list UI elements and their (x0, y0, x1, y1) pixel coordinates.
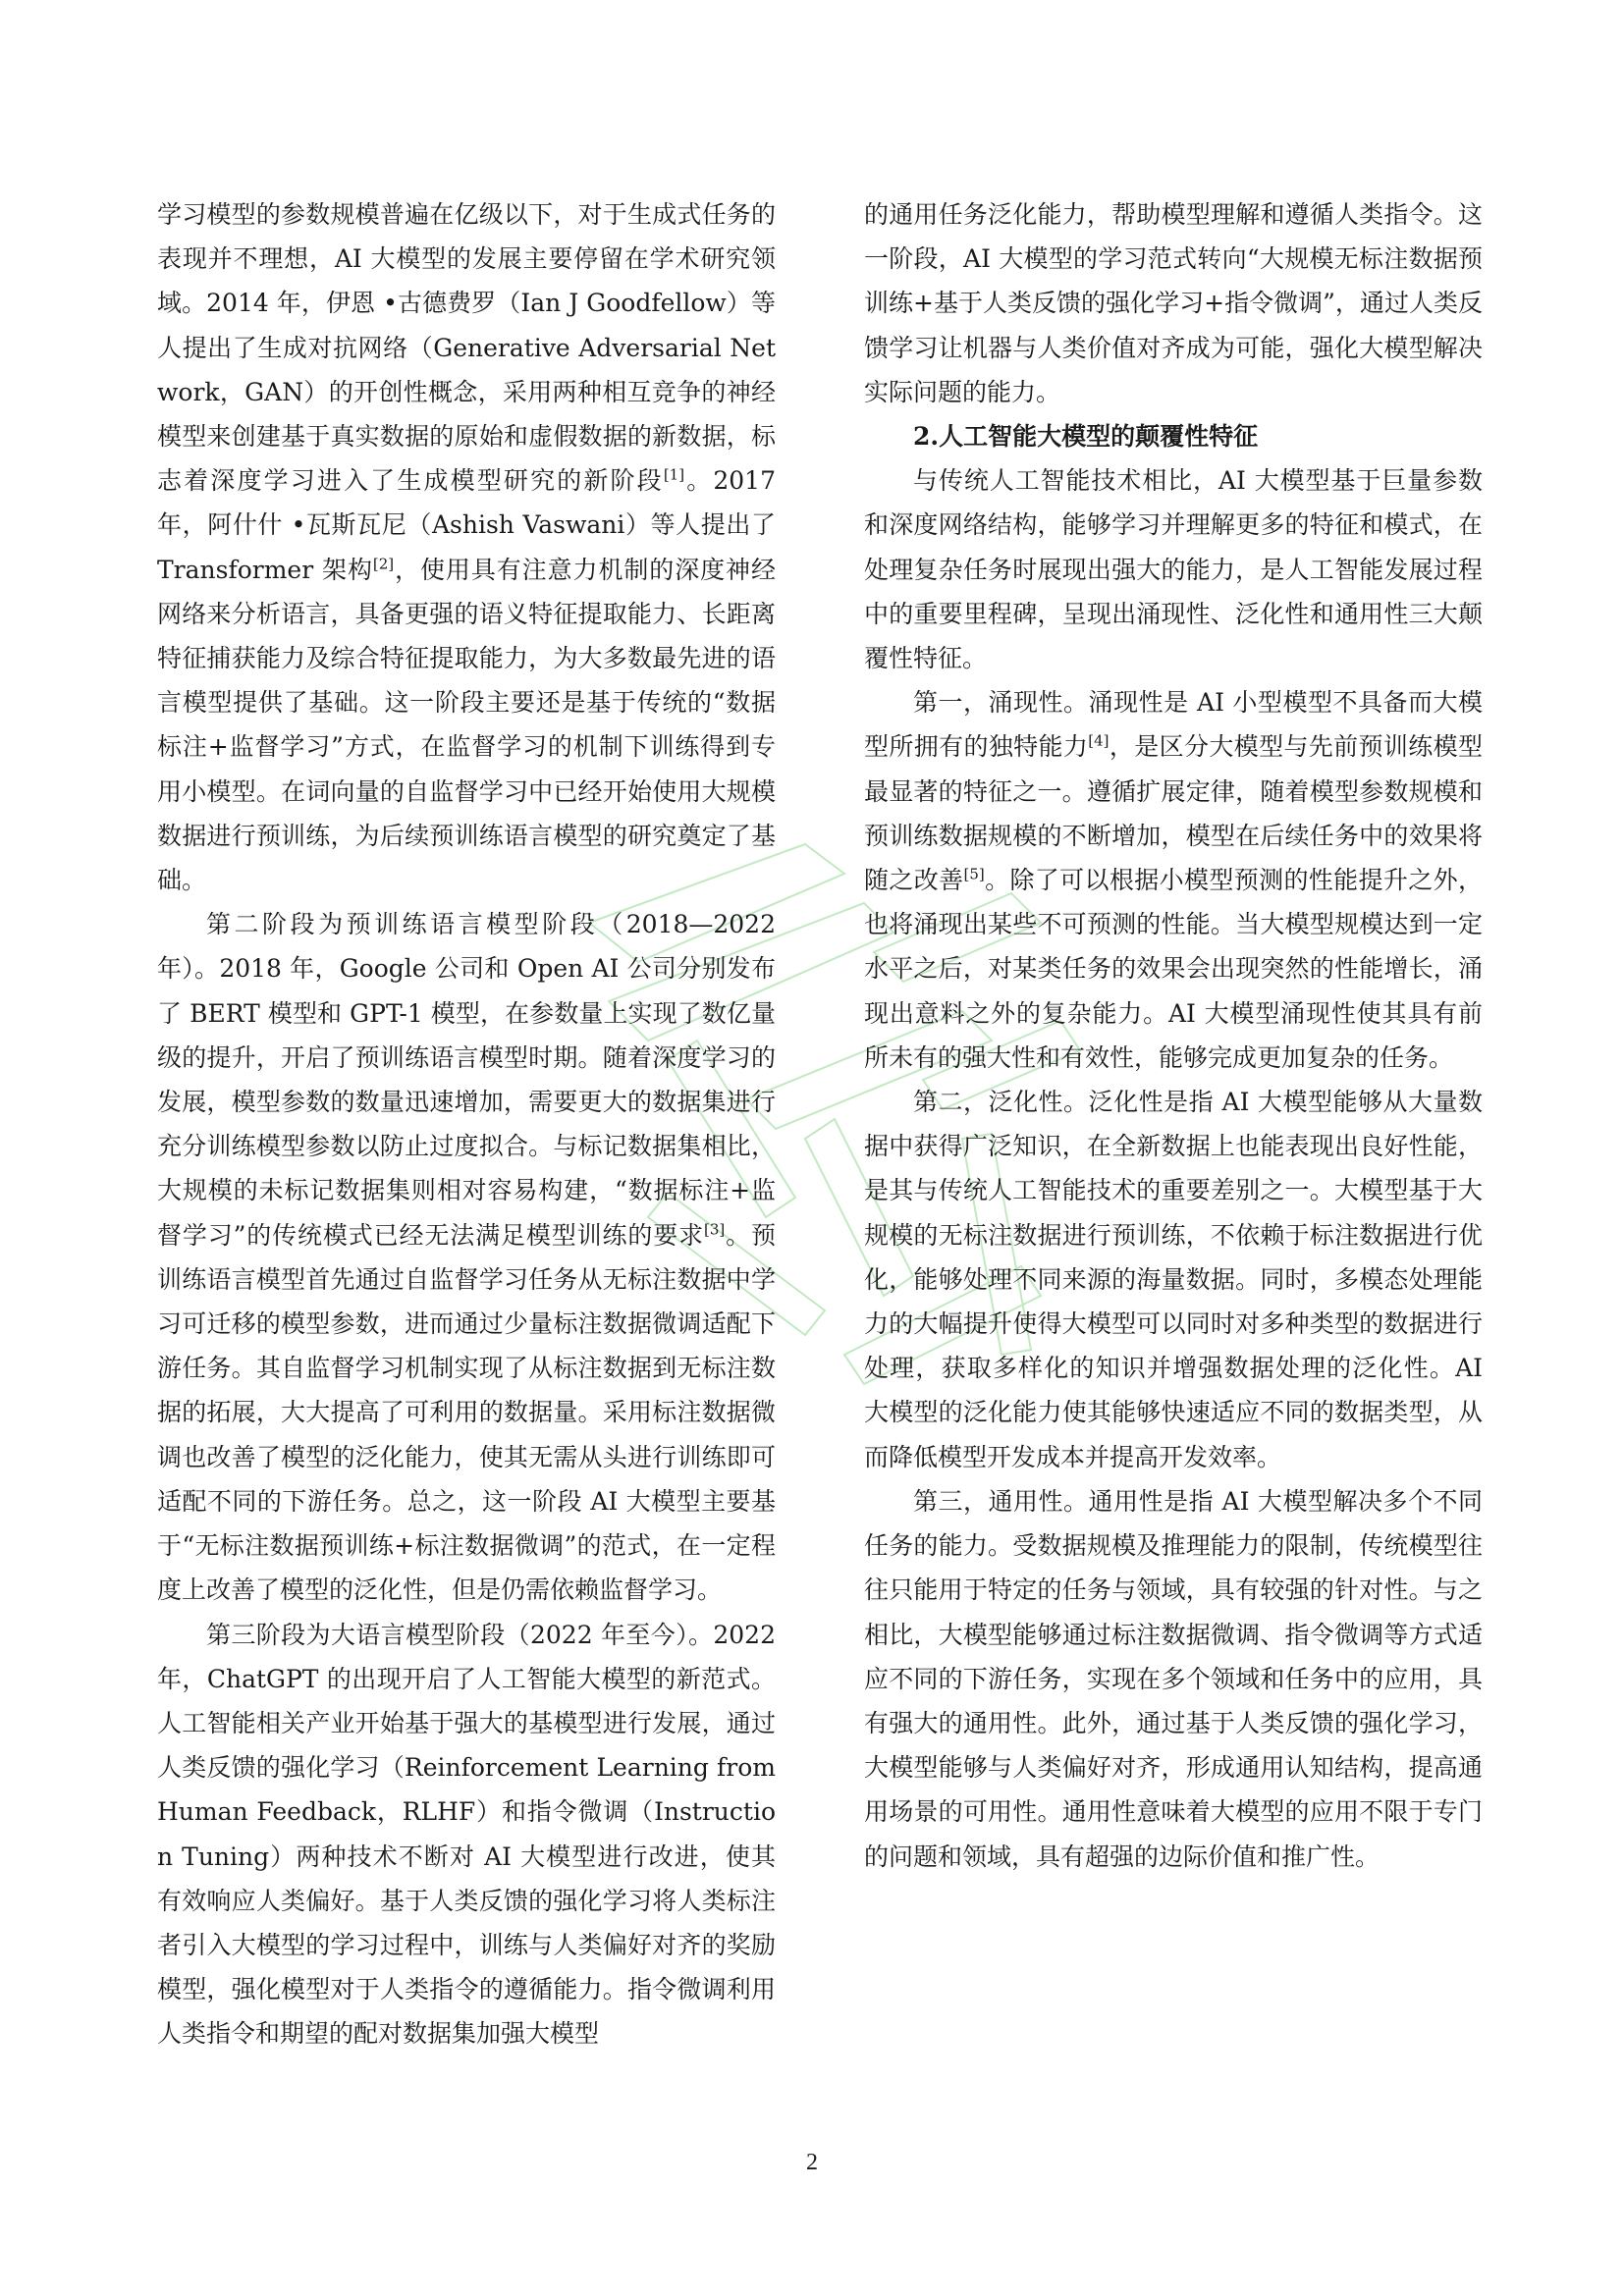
reference-1: [1] (663, 465, 685, 484)
page-number: 2 (806, 2150, 818, 2175)
paragraph-generalization-ability: 的通用任务泛化能力，帮助模型理解和遵循人类指令。这一阶段，AI 大模型的学习范式转向“大规模无标注数据预训练+基于人类反馈的强化学习+指令微调”，通过人类反馈学习让机器与人类价值对齐成为可能，强化大模型解决实际问题的能力。 (864, 200, 1483, 406)
reference-5: [5] (963, 865, 985, 883)
paragraph-stage-three: 第三阶段为大语言模型阶段（2022 年至今）。2022 年，ChatGPT 的出现开启了人工智能大模型的新范式。人工智能相关产业开始基于强大的基模型进行发展，通过人类反馈的强化学习（Reinforcement Learning from Human Feedback，RLHF）和指令微调（Instruction Tuning）两种技术不断对 AI 大模型进行改进，使其有效响应人类偏好。基于人类反馈的强化学习将人类标注者引入大模型的学习过程中，训练与人类偏好对齐的奖励模型，强化模型对于人类指令的遵循能力。指令微调利用人类指令和期望的配对数据集加强大模型 (157, 1620, 776, 2049)
paragraph-stage-two: 第二阶段为预训练语言模型阶段（2018—2022 年）。2018 年，Google 公司和 Open AI 公司分别发布了 BERT 模型和 GPT-1 模型，在参数量上实现了数亿量级的提升，开启了预训练语言模型时期。随着深度学习的发展，模型参数的数量迅速增加，需要更大的数据集进行充分训练模型参数以防止过度拟合。与标记数据集相比，大规模的未标记数据集则相对容易构建，“数据标注+监督学习”的传统模式已经无法满足模型训练的要求[3]。预训练语言模型首先通过自监督学习任务从无标注数据中学习可迁移的模型参数，进而通过少量标注数据微调适配下游任务。其自监督学习机制实现了从标注数据到无标注数据的拓展，大大提高了可利用的数据量。采用标注数据微调也改善了模型的泛化能力，使其无需从头进行训练即可适配不同的下游任务。总之，这一阶段 AI 大模型主要基于“无标注数据预训练+标注数据微调”的范式，在一定程度上改善了模型的泛化性，但是仍需依赖监督学习。 (157, 910, 776, 1605)
right-column (864, 192, 1483, 1879)
reference-4: [4] (1088, 732, 1110, 751)
paragraph-universality: 第三，通用性。通用性是指 AI 大模型解决多个不同任务的能力。受数据规模及推理能力的限制，传统模型往往只能用于特定的任务与领域，具有较强的针对性。与之相比，大模型能够通过标注数据微调、指令微调等方式适应不同的下游任务，实现在多个领域和任务中的应用，具有强大的通用性。此外，通过基于人类反馈的强化学习，大模型能够与人类偏好对齐，形成通用认知结构，提高通用场景的可用性。通用性意味着大模型的应用不限于专门的问题和领域，具有超强的边际价值和推广性。 (864, 1486, 1483, 1871)
paragraph-model-params: 学习模型的参数规模普遍在亿级以下，对于生成式任务的表现并不理想，AI 大模型的发展主要停留在学术研究领域。2014 年，伊恩 •古德费罗（Ian J Goodfellow）等人提出了生成对抗网络（Generative Adversarial Network，GAN）的开创性概念，采用两种相互竞争的神经模型来创建基于真实数据的原始和虚假数据的新数据，标志着深度学习进入了生成模型研究的新阶段[1]。2017 年，阿什什 •瓦斯瓦尼（Ashish Vaswani）等人提出了 Transformer 架构[2]，使用具有注意力机制的深度神经网络来分析语言，具备更强的语义特征提取能力、长距离特征捕获能力及综合特征提取能力，为大多数最先进的语言模型提供了基础。这一阶段主要还是基于传统的“数据标注+监督学习”方式，在监督学习的机制下训练得到专用小模型。在词向量的自监督学习中已经开始使用大规模数据进行预训练，为后续预训练语言模型的研究奠定了基础。 (157, 200, 776, 895)
section-heading: 2.人工智能大模型的颠覆性特征 (913, 422, 1259, 452)
paragraph-emergence: 第一，涌现性。涌现性是 AI 小型模型不具备而大模型所拥有的独特能力[4]，是区分大模型与先前预训练模型最显著的特征之一。遵循扩展定律，随着模型参数规模和预训练数据规模的不断增加，模型在后续任务中的效果将随之改善[5]。除了可以根据小模型预测的性能提升之外，也将涌现出某些不可预测的性能。当大模型规模达到一定水平之后，对某类任务的效果会出现突然的性能增长，涌现出意料之外的复杂能力。AI 大模型涌现性使其具有前所未有的强大性和有效性，能够完成更加复杂的任务。 (864, 688, 1483, 1072)
reference-2: [2] (372, 555, 395, 573)
paragraph-disruptive-intro: 与传统人工智能技术相比，AI 大模型基于巨量参数和深度网络结构，能够学习并理解更多的特征和模式，在处理复杂任务时展现出强大的能力，是人工智能发展过程中的重要里程碑，呈现出涌现性、泛化性和通用性三大颠覆性特征。 (864, 466, 1483, 673)
left-column (157, 192, 776, 2056)
paragraph-generalization: 第二，泛化性。泛化性是指 AI 大模型能够从大量数据中获得广泛知识，在全新数据上也能表现出良好性能，是其与传统人工智能技术的重要差别之一。大模型基于大规模的无标注数据进行预训练，不依赖于标注数据进行优化，能够处理不同来源的海量数据。同时，多模态处理能力的大幅提升使得大模型可以同时对多种类型的数据进行处理，获取多样化的知识并增强数据处理的泛化性。AI 大模型的泛化能力使其能够快速适应不同的数据类型，从而降低模型开发成本并提高开发效率。 (864, 1088, 1483, 1471)
reference-3: [3] (703, 1220, 726, 1239)
